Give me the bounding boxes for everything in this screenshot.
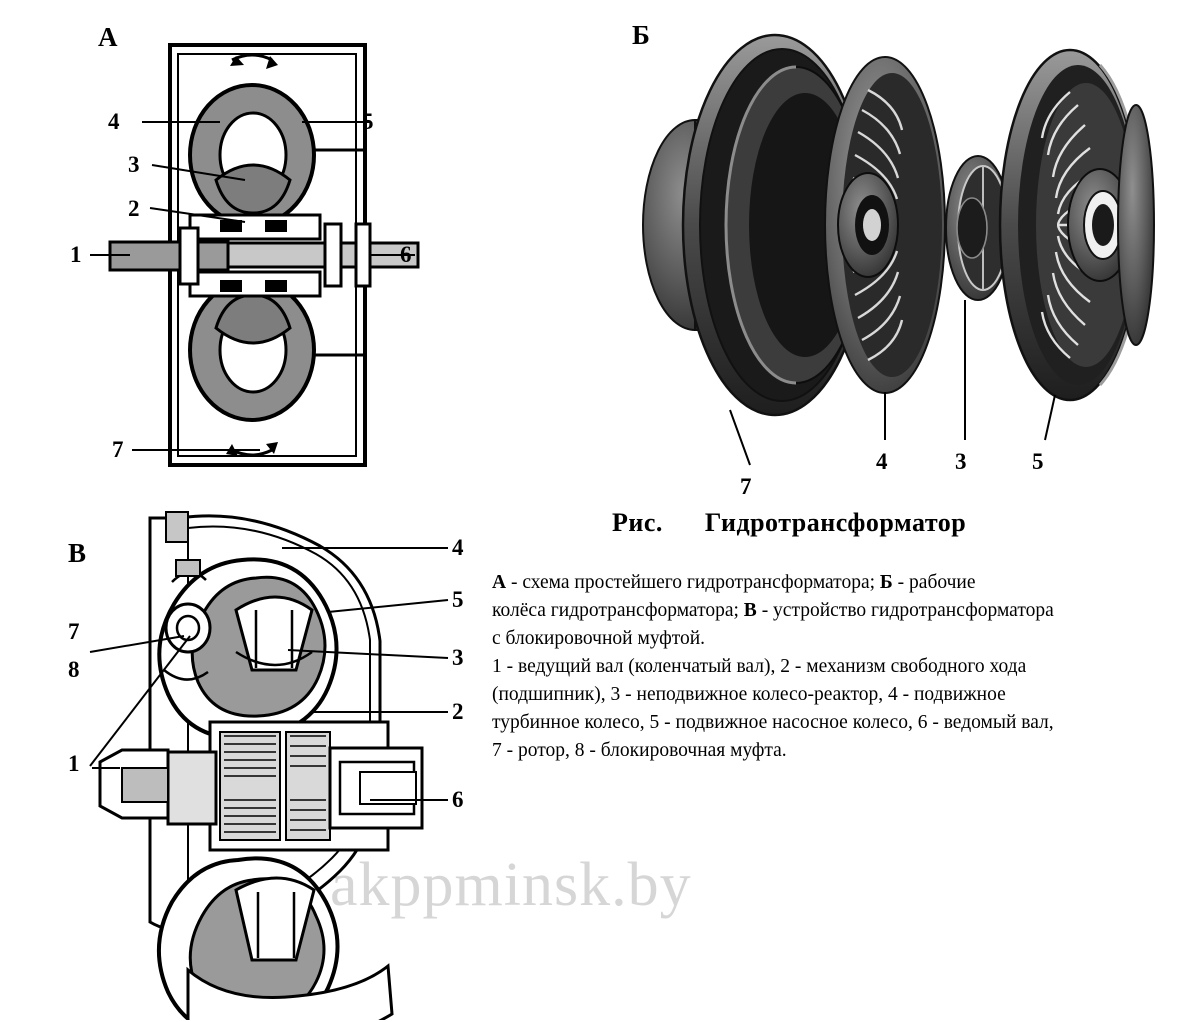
callout-a-2: 2 <box>128 196 140 221</box>
panel-b-drawing <box>600 10 1190 510</box>
legend-letter-a: А <box>492 572 507 593</box>
callout-a-6: 6 <box>400 242 412 267</box>
callout-b-3: 3 <box>955 449 967 474</box>
legend-line-3: с блокировочной муфтой. <box>492 627 706 649</box>
panel-v-drawing <box>60 500 500 1020</box>
callout-v-5: 5 <box>452 587 464 612</box>
callout-a-3: 3 <box>128 152 140 177</box>
callout-a-4: 4 <box>108 109 120 134</box>
callout-b-7: 7 <box>740 474 752 499</box>
legend-item-line: (подшипник), 3 - неподвижное колесо-реактор, 4 - подвижное <box>492 683 1006 705</box>
callout-a-7: 7 <box>112 437 124 462</box>
legend-line-2 <box>492 598 1192 624</box>
legend-text-2: - рабочие <box>892 572 976 593</box>
callout-v-4: 4 <box>452 535 464 560</box>
callout-v-6: 6 <box>452 787 464 812</box>
legend-line-1 <box>492 570 1192 596</box>
callout-v-1: 1 <box>68 751 80 776</box>
callout-v-8: 8 <box>68 657 80 682</box>
panel-b-letter: Б <box>632 20 650 50</box>
callout-b-5: 5 <box>1032 449 1044 474</box>
legend-text-3: колёса гидротрансформатора; <box>492 599 744 621</box>
legend-letter-v: В <box>743 599 757 621</box>
callout-v-7: 7 <box>68 619 80 644</box>
callout-b-4: 4 <box>876 449 888 474</box>
legend-item-line: 7 - ротор, 8 - блокировочная муфта. <box>492 739 787 761</box>
callout-v-2: 2 <box>452 699 464 724</box>
panel-a-diagram <box>70 10 470 480</box>
legend-text-4: - устройство гидротрансформатора <box>756 599 1054 621</box>
legend-letter-b: Б <box>879 572 893 593</box>
figure-caption <box>612 508 1192 538</box>
legend-text-1: - схема простейшего гидротрансформатора; <box>506 572 880 593</box>
watermark-text: akppminsk.by <box>330 851 692 919</box>
panel-v-letter: В <box>68 538 87 568</box>
caption-title: Гидротрансформатор <box>704 508 967 537</box>
legend-item-line: турбинное колесо, 5 - подвижное насосное колесо, 6 - ведомый вал, <box>492 711 1054 733</box>
panel-b-diagram <box>600 10 1190 510</box>
legend-item-line: 1 - ведущий вал (коленчатый вал), 2 - механизм свободного хода <box>492 655 1027 677</box>
caption-prefix: Рис. <box>612 508 663 537</box>
callout-v-3: 3 <box>452 645 464 670</box>
panel-a-letter: А <box>98 22 118 52</box>
panel-v-diagram <box>60 500 500 1020</box>
figure-legend <box>492 570 1192 765</box>
callout-a-1: 1 <box>70 242 82 267</box>
callout-a-5: 5 <box>362 109 374 134</box>
